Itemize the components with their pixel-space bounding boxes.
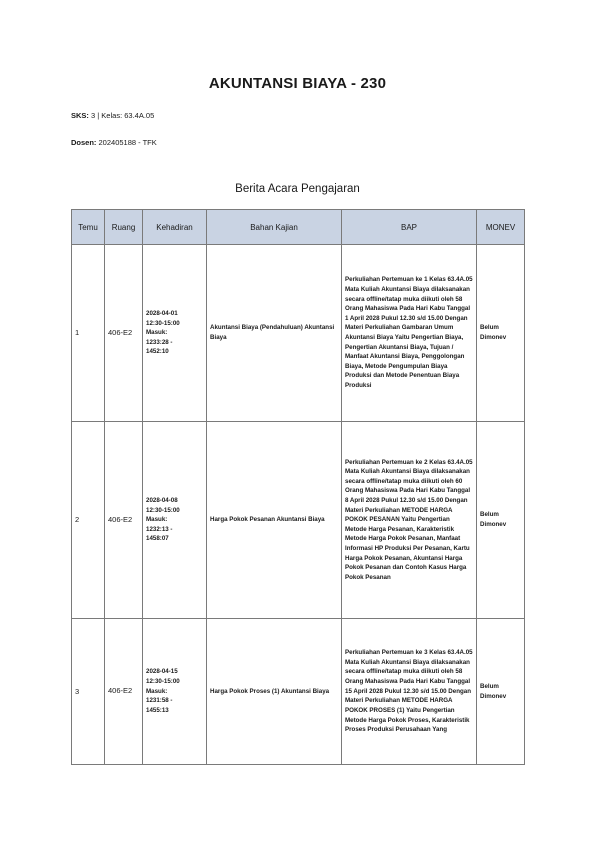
sks-kelas-line [71, 111, 154, 120]
bap-cell: Perkuliahan Pertemuan ke 3 Kelas 63.4A.05 Mata Kuliah Akuntansi Biaya dilaksanakan secara offline/tatap muka diikuti oleh 58 Orang Mahasiswa Pada Hari Kabu Tanggal 15 April 2028 Pukul 12.30 s/d 15.00 Dengan Materi Perkuliahan METODE HARGA POKOK PROSES (1) Yaitu Pengertian Metode Harga Pokok Proses, Karakteristik Proses Produksi Perusahaan Yang [342, 619, 477, 765]
col-header-monev: MONEV [477, 210, 525, 245]
kehadiran-time: 12:30-15:00 [146, 319, 180, 327]
kehadiran-out: 1455:13 [146, 706, 169, 714]
col-header-temu: Temu [72, 210, 105, 245]
kehadiran-out: 1452:10 [146, 348, 169, 356]
monev-cell: Belum Dimonev [477, 422, 525, 619]
col-header-bap: BAP [342, 210, 477, 245]
kehadiran-masuk-label: Masuk: [146, 687, 168, 695]
course-title: AKUNTANSI BIAYA - 230 [208, 75, 387, 92]
dosen-line [71, 138, 157, 147]
dosen-label: Dosen: [71, 138, 97, 147]
kehadiran-masuk-label: Masuk: [146, 516, 168, 524]
monev-cell: Belum Dimonev [477, 245, 525, 422]
bahan-kajian-cell: Harga Pokok Proses (1) Akuntansi Biaya [207, 619, 342, 765]
bap-cell: Perkuliahan Pertemuan ke 2 Kelas 63.4A.05 Mata Kuliah Akuntansi Biaya dilaksanakan secara offline/tatap muka diikuti oleh 60 Orang Mahasiswa Pada Hari Kabu Tanggal 8 April 2028 Pukul 12.30 s/d 15.00 Dengan Materi Perkuliahan METODE HARGA POKOK PESANAN Yaitu Pengertian Metode Harga Pesanan, Karakteristik Metode Harga Pokok Pesanan, Manfaat Informasi HP Produksi Per Pesanan, Kartu Harga Pokok Pesanan, Akuntansi Harga Pokok Pesanan dan Contoh Kasus Harga Pokok Pesanan [342, 422, 477, 619]
temu-cell: 1 [72, 245, 105, 422]
bap-cell: Perkuliahan Pertemuan ke 1 Kelas 63.4A.05 Mata Kuliah Akuntansi Biaya dilaksanakan secara offline/tatap muka diikuti oleh 58 Orang Mahasiswa Pada Hari Kabu Tanggal 1 April 2028 Pukul 12.30 s/d 15.00 Dengan Materi Perkuliahan Gambaran Umum Akuntansi Biaya Yaitu Pengertian Biaya, Pengertian Akuntansi Biaya, Tujuan / Manfaat Akuntansi Biaya, Penggolongan Biaya, Metode Pengumpulan Biaya Produksi dan Metode Penentuan Biaya Produksi [342, 245, 477, 422]
kehadiran-cell [143, 422, 207, 619]
ruang-cell: 406-E2 [105, 245, 143, 422]
temu-cell: 2 [72, 422, 105, 619]
col-header-kehadiran: Kehadiran [143, 210, 207, 245]
ruang-cell: 406-E2 [105, 422, 143, 619]
bahan-kajian-cell: Harga Pokok Pesanan Akuntansi Biaya [207, 422, 342, 619]
kehadiran-in: 1231:58 - [146, 697, 173, 705]
kehadiran-date: 2028-04-08 [146, 496, 178, 504]
kehadiran-date: 2028-04-15 [146, 668, 178, 676]
table-header-row [72, 210, 525, 245]
sks-value: 3 | Kelas: 63.4A.05 [91, 111, 155, 120]
kehadiran-date: 2028-04-01 [146, 309, 178, 317]
section-title: Berita Acara Pengajaran [235, 183, 360, 195]
table-row [72, 422, 525, 619]
sks-label: SKS: [71, 111, 89, 120]
kehadiran-masuk-label: Masuk: [146, 329, 168, 337]
table-row [72, 619, 525, 765]
col-header-bahan-kajian: Bahan Kajian [207, 210, 342, 245]
ruang-cell: 406-E2 [105, 619, 143, 765]
bahan-kajian-cell: Akuntansi Biaya (Pendahuluan) Akuntansi Biaya [207, 245, 342, 422]
temu-cell: 3 [72, 619, 105, 765]
bap-table [71, 209, 525, 765]
kehadiran-out: 1458:07 [146, 535, 169, 543]
kehadiran-in: 1233:28 - [146, 338, 173, 346]
kehadiran-cell [143, 619, 207, 765]
table-row [72, 245, 525, 422]
col-header-ruang: Ruang [105, 210, 143, 245]
kehadiran-cell [143, 245, 207, 422]
kehadiran-in: 1232:13 - [146, 525, 173, 533]
kehadiran-time: 12:30-15:00 [146, 678, 180, 686]
kehadiran-time: 12:30-15:00 [146, 506, 180, 514]
monev-cell: Belum Dimonev [477, 619, 525, 765]
dosen-value: 202405188 - TFK [98, 138, 157, 147]
